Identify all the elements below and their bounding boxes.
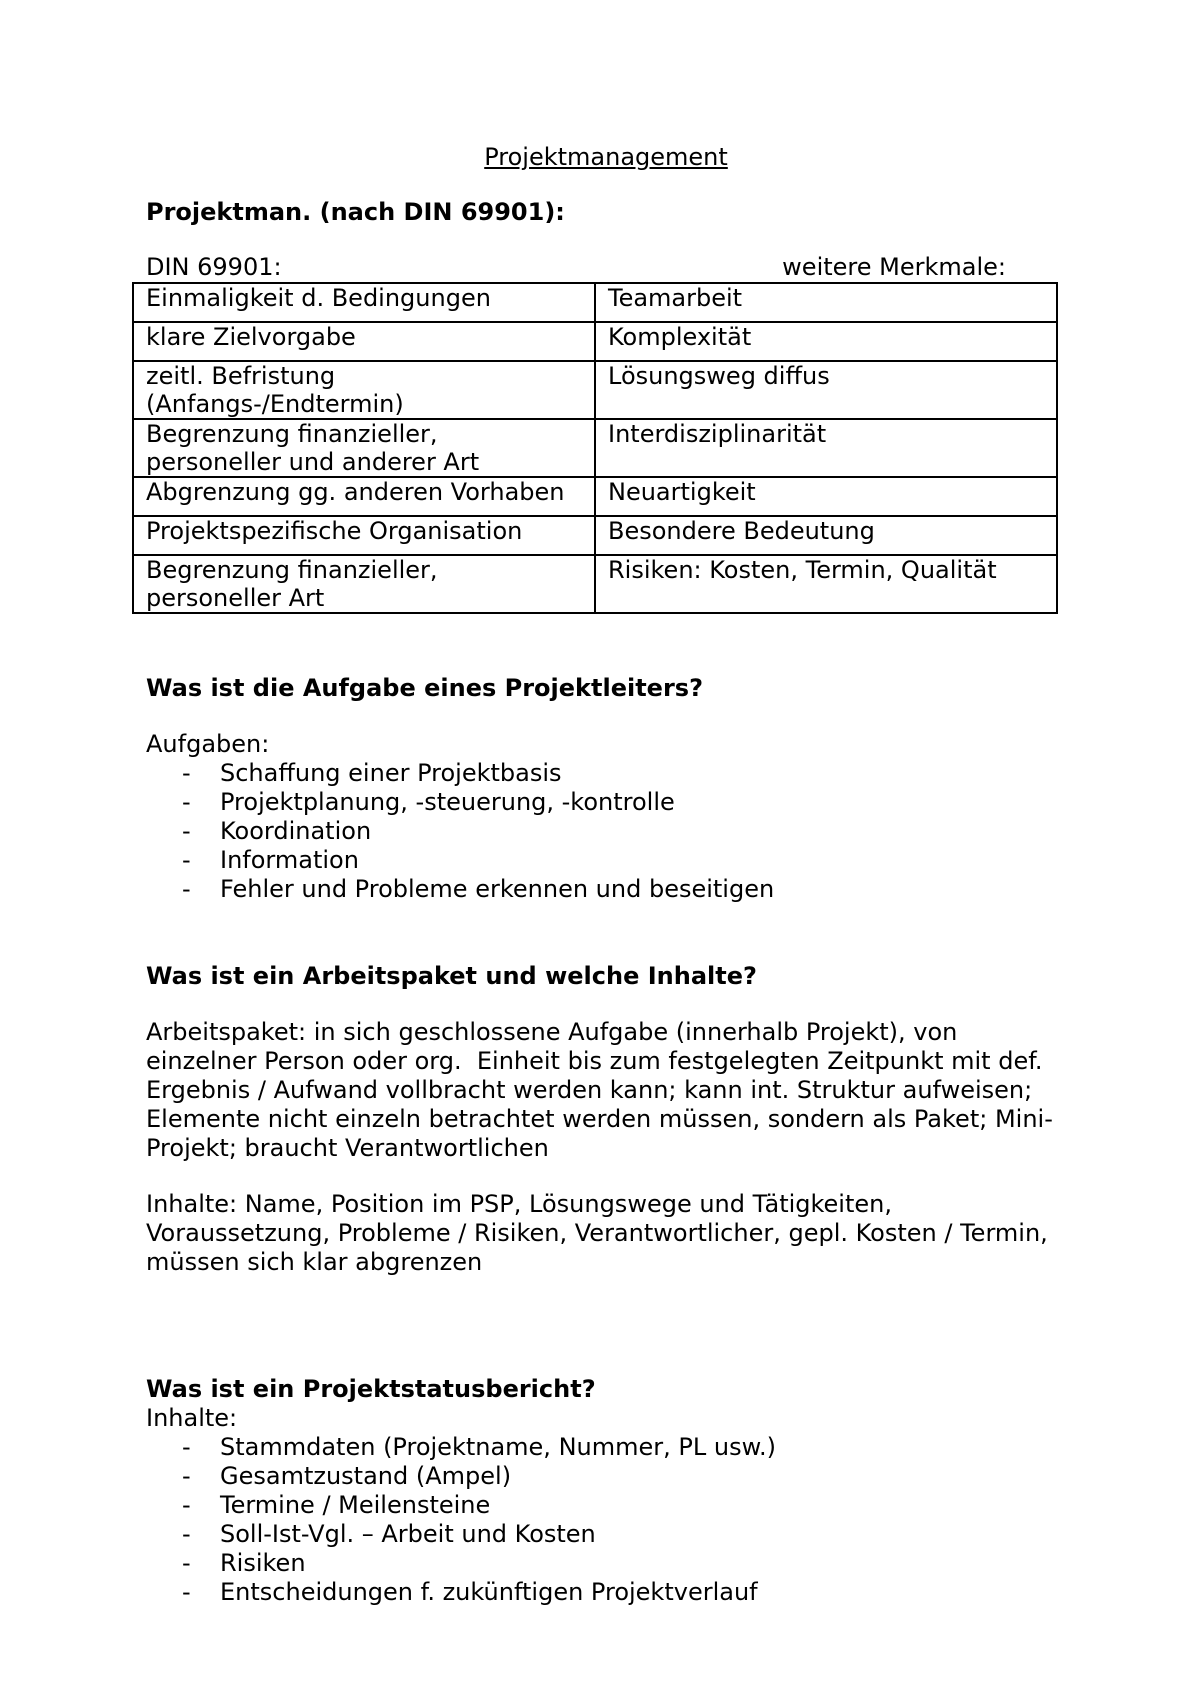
paragraph-line: müssen sich klar abgrenzen xyxy=(146,1248,483,1276)
din-label: DIN 69901: xyxy=(146,253,282,281)
list-item-text: Stammdaten (Projektname, Nummer, PL usw.) xyxy=(220,1433,776,1461)
list-item-text: Entscheidungen f. zukünftigen Projektverlauf xyxy=(220,1578,758,1606)
table-cell-din: Begrenzung finanzieller, personeller Art xyxy=(133,555,595,613)
dash-bullet: - xyxy=(182,1491,191,1519)
paragraph-line: Voraussetzung, Probleme / Risiken, Verantwortlicher, gepl. Kosten / Termin, xyxy=(146,1219,1048,1247)
section-heading-projektstatusbericht: Was ist ein Projektstatusbericht? xyxy=(146,1375,596,1403)
list-item xyxy=(182,1491,1066,1520)
list-item-text: Projektplanung, -steuerung, -kontrolle xyxy=(220,788,675,816)
table-cell-din: zeitl. Befristung (Anfangs-/Endtermin) xyxy=(133,361,595,419)
list-item-text: Risiken xyxy=(220,1549,306,1577)
section-heading-projektleiter: Was ist die Aufgabe eines Projektleiters? xyxy=(146,674,704,702)
paragraph-line: Ergebnis / Aufwand vollbracht werden kann; kann int. Struktur aufweisen; xyxy=(146,1076,1033,1104)
list-item-text: Soll-Ist-Vgl. – Arbeit und Kosten xyxy=(220,1520,596,1548)
paragraph-line: Arbeitspaket: in sich geschlossene Aufgabe (innerhalb Projekt), von xyxy=(146,1018,958,1046)
table-cell-din: Abgrenzung gg. anderen Vorhaben xyxy=(133,477,595,516)
table-cell-din: klare Zielvorgabe xyxy=(133,322,595,361)
table-labels xyxy=(146,253,1066,282)
merkmale-table xyxy=(132,282,1058,614)
inhalte-paragraph xyxy=(146,1190,1066,1277)
aufgaben-list xyxy=(146,759,1066,904)
table-row xyxy=(133,555,1057,613)
paragraph-line: Elemente nicht einzeln betrachtet werden müssen, sondern als Paket; Mini- xyxy=(146,1105,1053,1133)
dash-bullet: - xyxy=(182,1520,191,1548)
list-item xyxy=(182,759,1066,788)
paragraph-line: Projekt; braucht Verantwortlichen xyxy=(146,1134,549,1162)
list-item xyxy=(182,875,1066,904)
table-cell-merkmal: Komplexität xyxy=(595,322,1057,361)
table-cell-merkmal: Risiken: Kosten, Termin, Qualität xyxy=(595,555,1057,613)
statusbericht-intro: Inhalte: xyxy=(146,1404,238,1432)
table-cell-merkmal: Neuartigkeit xyxy=(595,477,1057,516)
statusbericht-list xyxy=(146,1433,1066,1607)
list-item xyxy=(182,1520,1066,1549)
weitere-merkmale-label: weitere Merkmale: xyxy=(782,253,1006,281)
document-title: Projektmanagement xyxy=(484,143,728,171)
list-item-text: Information xyxy=(220,846,359,874)
list-item-text: Gesamtzustand (Ampel) xyxy=(220,1462,512,1490)
dash-bullet: - xyxy=(182,759,191,787)
section-heading-arbeitspaket: Was ist ein Arbeitspaket und welche Inhalte? xyxy=(146,962,757,990)
aufgaben-intro: Aufgaben: xyxy=(146,730,270,758)
list-item-text: Koordination xyxy=(220,817,372,845)
table-cell-din: Begrenzung finanzieller, personeller und anderer Art xyxy=(133,419,595,477)
dash-bullet: - xyxy=(182,1433,191,1461)
section-heading-projektmanagement: Projektman. (nach DIN 69901): xyxy=(146,198,565,226)
table-row xyxy=(133,283,1057,322)
table-cell-merkmal: Besondere Bedeutung xyxy=(595,516,1057,555)
table-cell-merkmal: Lösungsweg diffus xyxy=(595,361,1057,419)
table-row xyxy=(133,322,1057,361)
dash-bullet: - xyxy=(182,788,191,816)
table-cell-merkmal: Teamarbeit xyxy=(595,283,1057,322)
list-item xyxy=(182,788,1066,817)
list-item xyxy=(182,1578,1066,1607)
arbeitspaket-paragraph xyxy=(146,1018,1066,1163)
list-item-text: Schaffung einer Projektbasis xyxy=(220,759,562,787)
document-page xyxy=(146,135,1066,1607)
list-item xyxy=(182,1549,1066,1578)
table-row xyxy=(133,477,1057,516)
table-row xyxy=(133,419,1057,477)
table-row xyxy=(133,516,1057,555)
list-item xyxy=(182,1462,1066,1491)
dash-bullet: - xyxy=(182,875,191,903)
table-cell-din: Einmaligkeit d. Bedingungen xyxy=(133,283,595,322)
list-item-text: Fehler und Probleme erkennen und beseitigen xyxy=(220,875,775,903)
table-row xyxy=(133,361,1057,419)
dash-bullet: - xyxy=(182,1578,191,1606)
list-item xyxy=(182,846,1066,875)
list-item xyxy=(182,1433,1066,1462)
paragraph-line: einzelner Person oder org. Einheit bis zum festgelegten Zeitpunkt mit def. xyxy=(146,1047,1043,1075)
dash-bullet: - xyxy=(182,817,191,845)
dash-bullet: - xyxy=(182,846,191,874)
table-cell-din: Projektspezifische Organisation xyxy=(133,516,595,555)
list-item-text: Termine / Meilensteine xyxy=(220,1491,491,1519)
paragraph-line: Inhalte: Name, Position im PSP, Lösungswege und Tätigkeiten, xyxy=(146,1190,892,1218)
dash-bullet: - xyxy=(182,1462,191,1490)
list-item xyxy=(182,817,1066,846)
dash-bullet: - xyxy=(182,1549,191,1577)
table-cell-merkmal: Interdisziplinarität xyxy=(595,419,1057,477)
